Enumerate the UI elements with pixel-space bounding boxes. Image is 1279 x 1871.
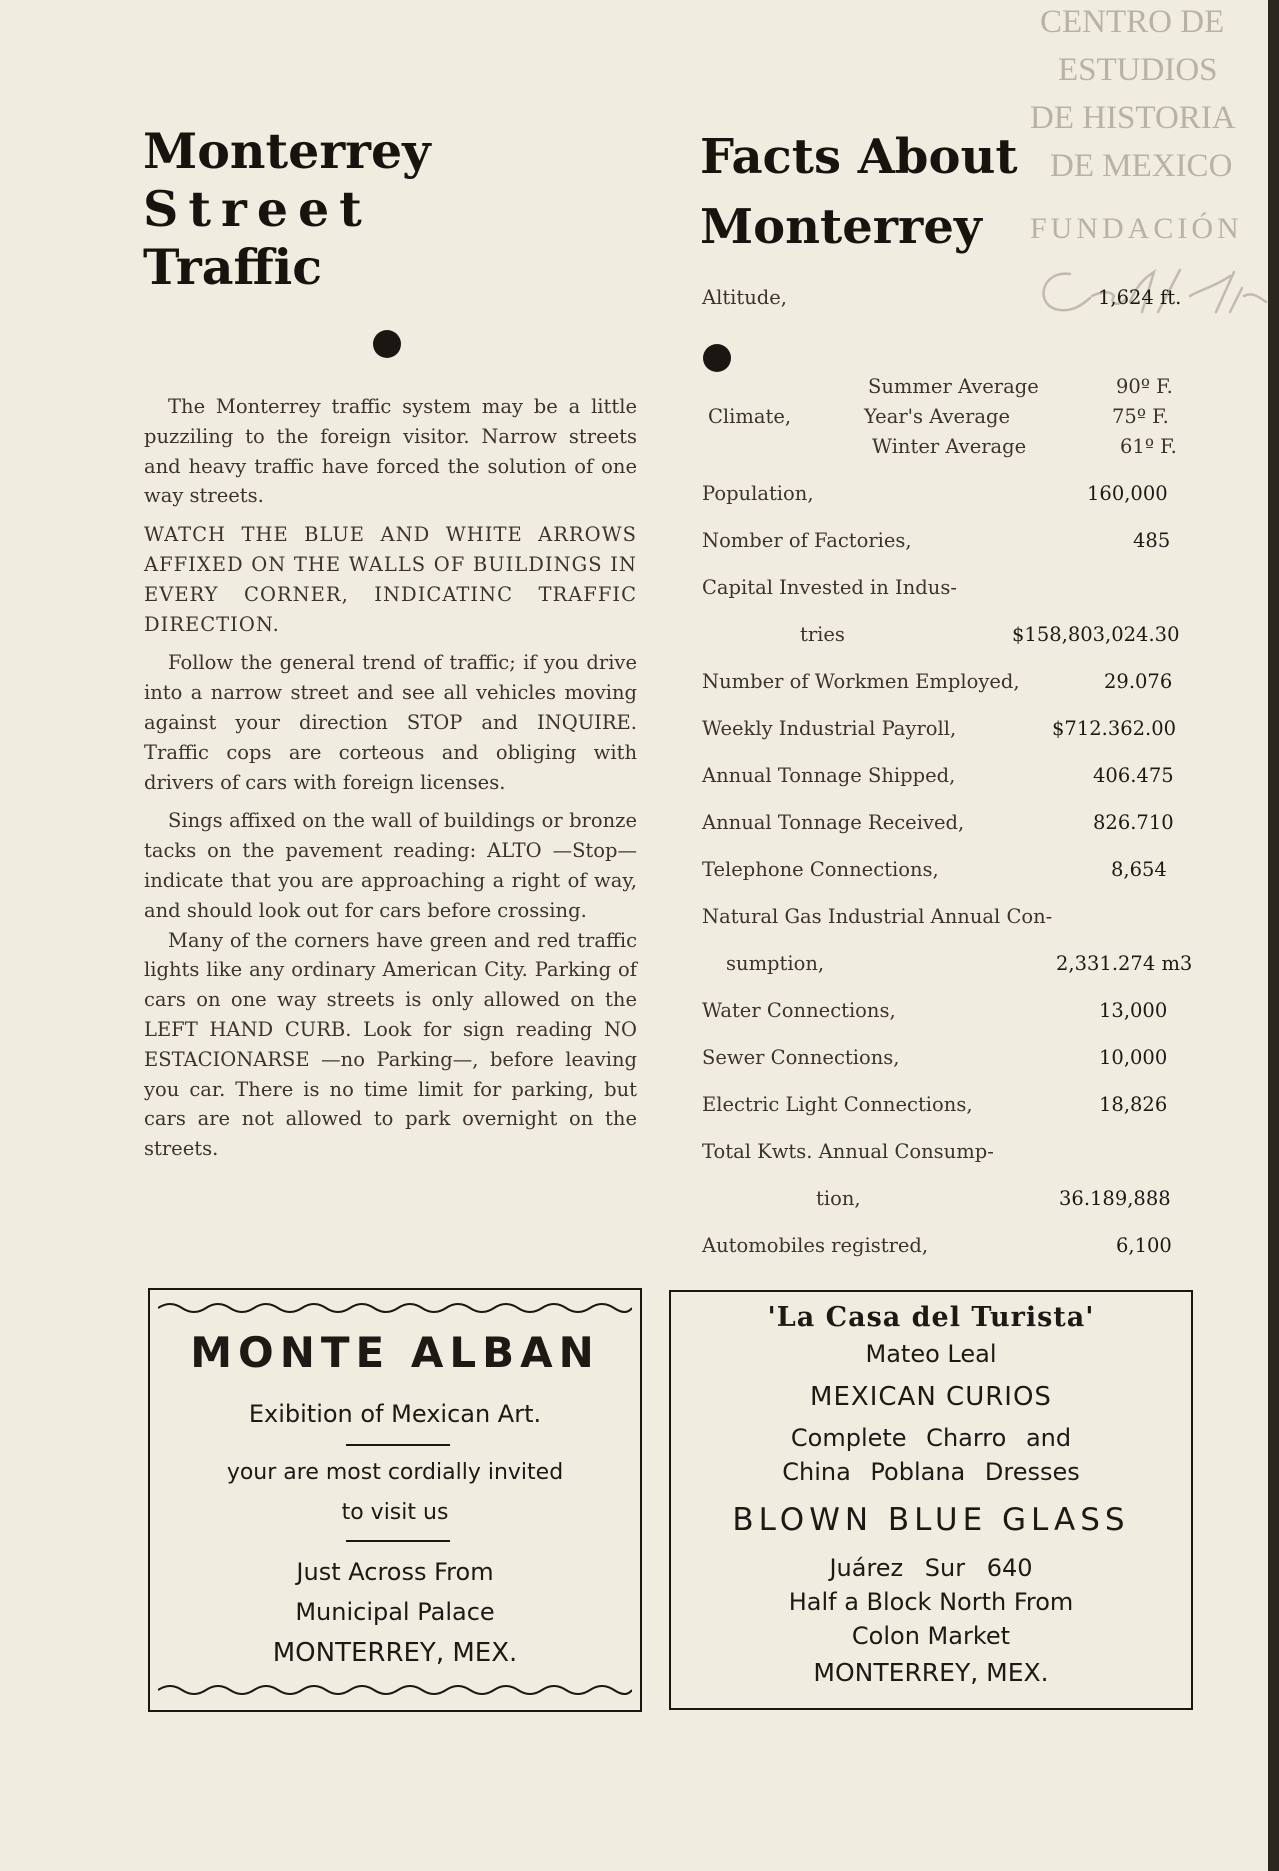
traffic-heading [143,122,431,296]
casa-turista-line-1: Mateo Leal [865,1340,997,1368]
bullet-dot-icon [703,344,731,372]
monte-alban-line-6: MONTERREY, MEX. [272,1638,518,1668]
workmen-value: 29.076 [1104,670,1173,693]
monte-alban-line-5: Municipal Palace [295,1598,495,1626]
year-average-value: 75º F. [1112,405,1169,428]
traffic-paragraph-1: The Monterrey traffic system may be a little puzziling to the foreign visitor. Narrow streets and heavy traffic have forced the solution of one way streets. [144,395,637,508]
winter-average-label: Winter Average [872,435,1027,458]
monte-alban-ad [148,1288,642,1712]
wavy-border-bottom-icon [158,1682,632,1698]
electric-value: 18,826 [1099,1093,1168,1116]
electric-label: Electric Light Connections, [702,1093,973,1116]
altitude-label: Altitude, [702,286,788,309]
casa-turista-line-3: Complete Charro and [790,1424,1072,1452]
casa-turista-line-5: BLOWN BLUE GLASS [732,1502,1130,1538]
year-average-label: Year's Average [864,405,1011,428]
watermark-line-2: ESTUDIOS [1058,52,1218,88]
traffic-article [144,392,637,1173]
telephone-label: Telephone Connections, [702,858,939,881]
altitude-value: 1,624 ft. [1098,286,1182,309]
watermark-line-1: CENTRO DE [1040,4,1225,40]
casa-turista-line-4: China Poblana Dresses [782,1458,1080,1486]
gas-label-line-2: sumption, [726,952,825,975]
capital-label-line-1: Capital Invested in Indus- [702,576,957,599]
factories-value: 485 [1133,529,1171,552]
kwts-label-line-1: Total Kwts. Annual Consump- [702,1140,994,1163]
sewer-label: Sewer Connections, [702,1046,900,1069]
casa-turista-line-8: Colon Market [851,1622,1011,1650]
workmen-label: Number of Workmen Employed, [702,670,1020,693]
casa-turista-title: 'La Casa del Turista' [767,1302,1095,1333]
tonnage-shipped-value: 406.475 [1093,764,1174,787]
watermark-line-3: DE HISTORIA [1030,100,1236,136]
telephone-value: 8,654 [1111,858,1167,881]
climate-label: Climate, [708,405,792,428]
monte-alban-line-3: to visit us [341,1500,449,1525]
kwts-value: 36.189,888 [1059,1187,1171,1210]
casa-turista-line-9: MONTERREY, MEX. [813,1658,1049,1687]
facts-heading [700,122,1018,262]
watermark-line-5: FUNDACIÓN [1030,212,1243,245]
summer-average-label: Summer Average [868,375,1039,398]
facts-heading-line-2: Monterrey [700,199,982,255]
capital-value: $158,803,024.30 [1012,623,1180,646]
tonnage-received-label: Annual Tonnage Received, [702,811,965,834]
casa-turista-ad [669,1290,1193,1710]
payroll-label: Weekly Industrial Payroll, [702,717,957,740]
facts-heading-line-1: Facts About [700,129,1018,185]
monte-alban-line-4: Just Across From [296,1558,494,1586]
water-value: 13,000 [1099,999,1168,1022]
sewer-value: 10,000 [1099,1046,1168,1069]
factories-label: Nomber of Factories, [702,529,912,552]
population-value: 160,000 [1087,482,1168,505]
water-label: Water Connections, [702,999,896,1022]
monte-alban-title: MONTE ALBAN [190,1328,600,1377]
capital-label-line-2: tries [800,623,845,646]
casa-turista-line-7: Half a Block North From [788,1588,1074,1616]
traffic-heading-line-1: Monterrey [143,122,431,180]
gas-label-line-1: Natural Gas Industrial Annual Con- [702,905,1053,928]
tonnage-shipped-label: Annual Tonnage Shipped, [702,764,956,787]
traffic-heading-line-2: Street [143,180,372,238]
gas-value: 2,331.274 m3 [1056,952,1193,975]
traffic-paragraph-4: Sings affixed on the wall of buildings or bronze tacks on the pavement reading: ALTO —Stop—indicate that you are approaching a right of way, and should look out for cars before crossing. [144,809,637,922]
bullet-dot-icon [373,330,401,358]
casa-turista-line-6: Juárez Sur 640 [829,1554,1033,1582]
traffic-paragraph-2: WATCH THE BLUE AND WHITE ARROWS AFFIXED ON THE WALLS OF BUILDINGS IN EVERY CORNER, INDICATINC TRAFFIC DIRECTION. [144,523,637,636]
payroll-value: $712.362.00 [1052,717,1177,740]
divider [346,1444,450,1446]
monte-alban-line-1: Exibition of Mexican Art. [248,1400,542,1428]
monte-alban-line-2: your are most cordially invited [226,1460,564,1485]
traffic-heading-line-3: Traffic [143,238,323,296]
kwts-label-line-2: tion, [816,1187,861,1210]
automobiles-value: 6,100 [1116,1234,1172,1257]
watermark-line-4: DE MEXICO [1050,148,1233,184]
winter-average-value: 61º F. [1120,435,1177,458]
wavy-border-top-icon [158,1300,632,1316]
population-label: Population, [702,482,814,505]
summer-average-value: 90º F. [1116,375,1173,398]
casa-turista-line-2: MEXICAN CURIOS [810,1382,1052,1412]
divider [346,1540,450,1542]
tonnage-received-value: 826.710 [1093,811,1174,834]
automobiles-label: Automobiles registred, [702,1234,929,1257]
traffic-paragraph-3: Follow the general trend of traffic; if you drive into a narrow street and see all vehicles moving against your direction STOP and INQUIRE. Traffic cops are corteous and obliging with drivers of cars with foreign licenses. [144,651,637,794]
traffic-paragraph-5: Many of the corners have green and red traffic lights like any ordinary American City. Parking of cars on one way streets is only allowed on the LEFT HAND CURB. Look for sign reading NO ESTACIONARSE —no Parking—, before leaving you car. There is no time limit for parking, but cars are not allowed to park overnight on the streets. [144,928,637,1161]
